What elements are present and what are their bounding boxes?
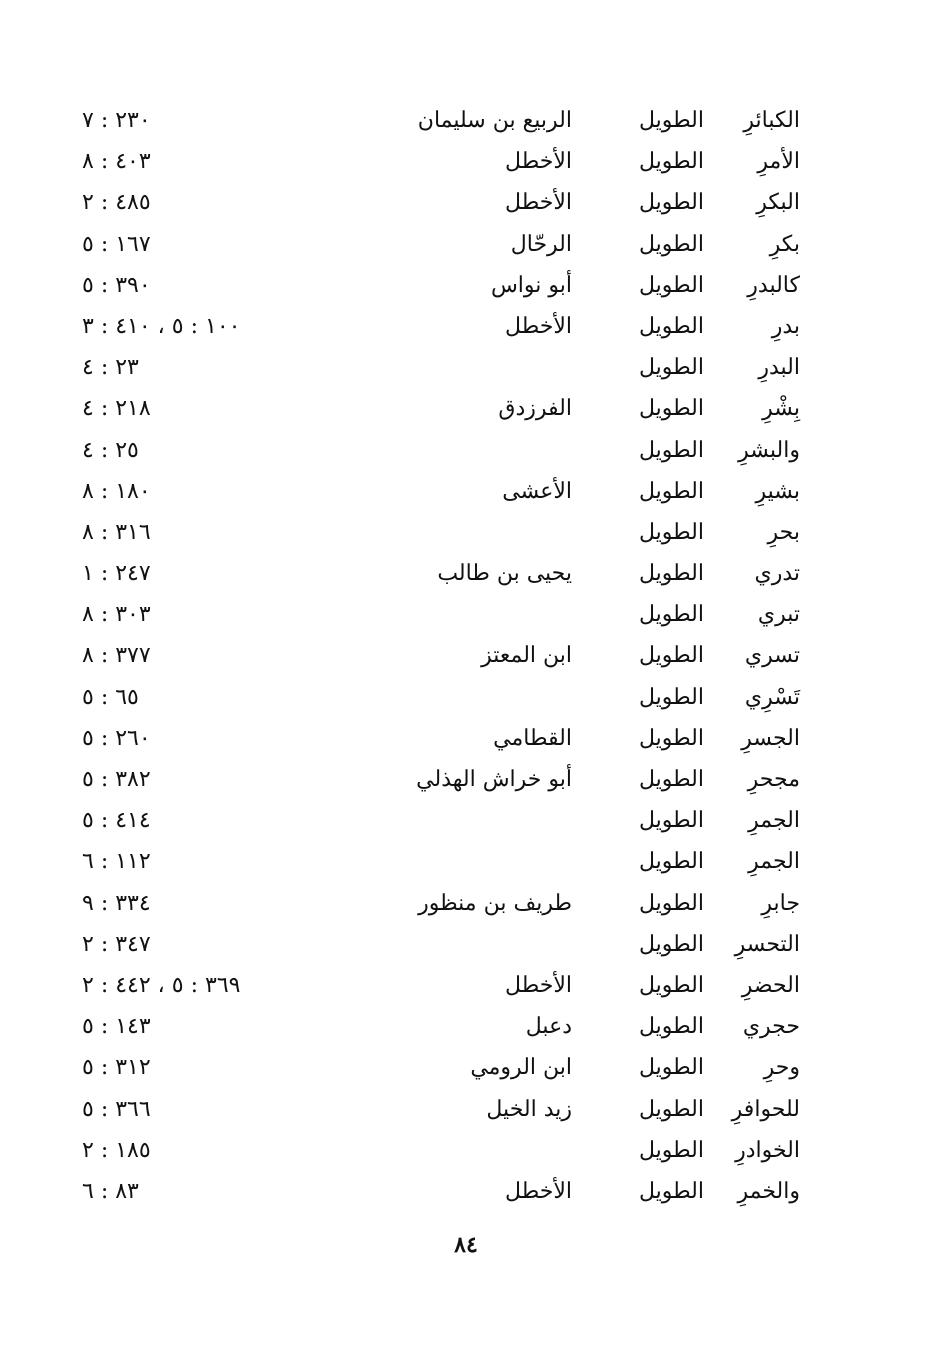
index-row	[0, 182, 932, 223]
meter-name: الطويل	[638, 1014, 704, 1040]
index-row	[0, 759, 932, 800]
meter-name: الطويل	[638, 355, 704, 381]
meter-name: الطويل	[638, 313, 704, 339]
rhyme-word: الحضرِ	[741, 972, 800, 998]
meter-name: الطويل	[638, 684, 704, 710]
volume-page-reference: ٣٧٧ : ٨	[82, 643, 151, 669]
meter-name: الطويل	[638, 396, 704, 422]
volume-page-reference: ٢١٨ : ٤	[82, 396, 151, 422]
poet-name: أبو نواس	[490, 272, 572, 298]
volume-page-reference: ٣٨٢ : ٥	[82, 767, 151, 792]
volume-page-reference: ٢٦٠ : ٥	[82, 725, 151, 751]
index-row	[0, 141, 932, 182]
meter-name: الطويل	[638, 767, 704, 792]
poet-name	[352, 347, 572, 388]
rhyme-word: وحرِ	[763, 1055, 800, 1081]
page-number: ٨٤	[454, 1232, 478, 1258]
index-row	[0, 841, 932, 882]
meter-name: الطويل	[638, 1096, 704, 1122]
rhyme-word: بشيرِ	[755, 478, 800, 504]
rhyme-word: الجمرِ	[748, 808, 800, 834]
poet-name: الأخطل	[505, 972, 572, 998]
index-row	[0, 1171, 932, 1212]
rhyme-word: الأمرِ	[757, 149, 800, 175]
rhyme-word: والخمرِ	[737, 1178, 800, 1204]
meter-name: الطويل	[638, 272, 704, 298]
volume-page-reference: ٢٤٧ : ١	[82, 561, 151, 587]
meter-name: الطويل	[638, 972, 704, 998]
poet-name	[352, 800, 572, 841]
poet-name: أبو خراش الهذلي	[416, 767, 572, 792]
meter-name: الطويل	[638, 808, 704, 834]
meter-name: الطويل	[638, 643, 704, 669]
index-row	[0, 1006, 932, 1047]
poet-name: الفرزدق	[498, 396, 572, 422]
poet-name: الأعشى	[502, 478, 572, 504]
poet-name: الأخطل	[505, 190, 572, 216]
rhyme-word: البكرِ	[756, 190, 800, 216]
volume-page-reference: ٢٣٠ : ٧	[82, 108, 151, 133]
volume-page-reference: ٢٣ : ٤	[82, 355, 139, 381]
rhyme-word: تبري	[757, 602, 800, 628]
volume-page-reference: ٦٥ : ٥	[82, 684, 139, 710]
volume-page-reference: ١٠٠ : ٥ ، ٤١٠ : ٣	[82, 313, 241, 339]
volume-page-reference: ٣٤٧ : ٢	[82, 931, 151, 957]
meter-name: الطويل	[638, 849, 704, 875]
poet-name: دعبل	[525, 1014, 572, 1040]
poet-name: زيد الخيل	[486, 1096, 572, 1122]
volume-page-reference: ٨٣ : ٦	[82, 1178, 139, 1204]
index-row	[0, 883, 932, 924]
poet-name	[352, 594, 572, 635]
index-row	[0, 100, 932, 141]
rhyme-word: حجري	[742, 1014, 800, 1040]
meter-name: الطويل	[638, 1137, 704, 1163]
index-row	[0, 265, 932, 306]
volume-page-reference: ١٨٠ : ٨	[82, 478, 151, 504]
rhyme-word: بحرِ	[767, 519, 800, 545]
index-row	[0, 1047, 932, 1088]
index-row	[0, 512, 932, 553]
poet-name	[352, 924, 572, 965]
poet-name: ابن المعتز	[481, 643, 572, 669]
meter-name: الطويل	[638, 1178, 704, 1204]
rhyme-word: تدري	[754, 561, 800, 587]
index-row	[0, 306, 932, 347]
meter-name: الطويل	[638, 519, 704, 545]
volume-page-reference: ١٤٣ : ٥	[82, 1014, 151, 1040]
poet-name: الأخطل	[505, 313, 572, 339]
rhyme-word: الكبائرِ	[743, 108, 800, 133]
meter-name: الطويل	[638, 437, 704, 463]
rhyme-word: الجمرِ	[748, 849, 800, 875]
volume-page-reference: ٤١٤ : ٥	[82, 808, 151, 834]
meter-name: الطويل	[638, 602, 704, 628]
volume-page-reference: ٤٠٣ : ٨	[82, 149, 151, 175]
poet-name: طريف بن منظور	[418, 890, 572, 916]
index-row	[0, 718, 932, 759]
poet-name	[352, 841, 572, 882]
poet-name: القطامي	[493, 725, 572, 751]
meter-name: الطويل	[638, 1055, 704, 1081]
volume-page-reference: ١٨٥ : ٢	[82, 1137, 151, 1163]
meter-name: الطويل	[638, 890, 704, 916]
rhyme-word: البدرِ	[758, 355, 800, 381]
rhyme-word: والبشرِ	[738, 437, 800, 463]
volume-page-reference: ٤٨٥ : ٢	[82, 190, 151, 216]
poet-name: الأخطل	[505, 149, 572, 175]
rhyme-word: تَسْرِي	[744, 684, 800, 710]
index-row	[0, 1089, 932, 1130]
meter-name: الطويل	[638, 561, 704, 587]
volume-page-reference: ٣١٢ : ٥	[82, 1055, 151, 1081]
meter-name: الطويل	[638, 108, 704, 133]
meter-name: الطويل	[638, 190, 704, 216]
index-row	[0, 1130, 932, 1171]
volume-page-reference: ٣٣٤ : ٩	[82, 890, 151, 916]
rhyme-word: تسري	[744, 643, 800, 669]
volume-page-reference: ١١٢ : ٦	[82, 849, 151, 875]
index-row	[0, 594, 932, 635]
poet-name	[352, 512, 572, 553]
volume-page-reference: ٣١٦ : ٨	[82, 519, 151, 545]
volume-page-reference: ١٦٧ : ٥	[82, 231, 151, 257]
rhyme-word: مجحرِ	[747, 767, 800, 792]
poet-name: الأخطل	[505, 1178, 572, 1204]
volume-page-reference: ٣٩٠ : ٥	[82, 272, 151, 298]
poet-name	[352, 1130, 572, 1171]
rhyme-word: بدرِ	[771, 313, 800, 339]
index-row	[0, 347, 932, 388]
rhyme-word: التحسرِ	[734, 931, 800, 957]
poet-name: ابن الرومي	[470, 1055, 572, 1081]
index-row	[0, 224, 932, 265]
poet-name: الرحّال	[510, 231, 572, 257]
poet-name	[352, 677, 572, 718]
poet-name: الربيع بن سليمان	[417, 108, 572, 133]
rhyme-word: الخوادرِ	[735, 1137, 800, 1163]
index-row	[0, 635, 932, 676]
meter-name: الطويل	[638, 149, 704, 175]
poet-name: يحيى بن طالب	[437, 561, 572, 587]
volume-page-reference: ٣٦٦ : ٥	[82, 1096, 151, 1122]
meter-name: الطويل	[638, 231, 704, 257]
index-row	[0, 471, 932, 512]
rhyme-word: بِشْرِ	[762, 396, 800, 422]
index-row	[0, 553, 932, 594]
rhyme-word: للحوافرِ	[731, 1096, 800, 1122]
meter-name: الطويل	[638, 478, 704, 504]
volume-page-reference: ٢٥ : ٤	[82, 437, 139, 463]
volume-page-reference: ٣٠٣ : ٨	[82, 602, 151, 628]
poetry-index-table	[0, 100, 932, 1212]
rhyme-word: بكرِ	[769, 231, 800, 257]
rhyme-word: كالبدرِ	[747, 272, 800, 298]
index-row	[0, 800, 932, 841]
rhyme-word: الجسرِ	[741, 725, 800, 751]
meter-name: الطويل	[638, 725, 704, 751]
index-row	[0, 388, 932, 429]
index-row	[0, 430, 932, 471]
rhyme-word: جابرِ	[761, 890, 800, 916]
volume-page-reference: ٣٦٩ : ٥ ، ٤٤٢ : ٢	[82, 972, 241, 998]
index-row	[0, 677, 932, 718]
meter-name: الطويل	[638, 931, 704, 957]
poet-name	[352, 430, 572, 471]
index-row	[0, 924, 932, 965]
index-row	[0, 965, 932, 1006]
